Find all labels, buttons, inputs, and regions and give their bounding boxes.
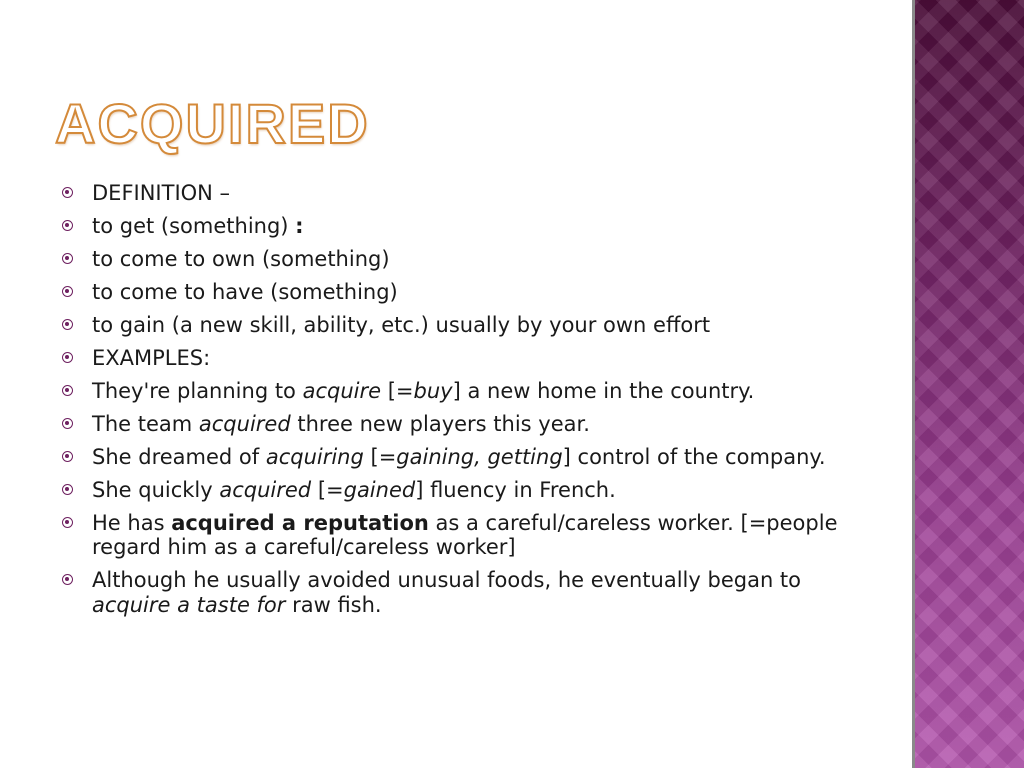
bullet-text-segment: He has (92, 510, 172, 535)
bullet-text-segment: ] control of the company. (562, 444, 826, 469)
bullet-text-segment: gaining, getting (396, 444, 563, 469)
bullet-text-segment: three new players this year. (290, 411, 590, 436)
bullet-item (60, 280, 860, 305)
circled-dot-icon (62, 286, 73, 297)
bullet-text-segment: She dreamed of (92, 444, 266, 469)
circled-dot-icon (62, 352, 73, 363)
bullet-text-segment: The team (92, 411, 199, 436)
circled-dot-icon (62, 220, 73, 231)
decorative-side-band (912, 0, 1024, 768)
bullet-item (60, 181, 860, 206)
bullet-text-segment: : (295, 214, 304, 238)
bullet-item (60, 445, 860, 470)
bullet-text-segment: [= (311, 477, 344, 502)
bullet-item (60, 346, 860, 371)
bullet-text-segment: ] a new home in the country. (452, 378, 755, 403)
bullet-text-segment: acquire (302, 378, 382, 403)
bullet-text-segment: acquired a reputation (171, 510, 429, 535)
circled-dot-icon (62, 484, 73, 495)
bullet-text-segment: raw fish. (285, 592, 382, 617)
circled-dot-icon (62, 451, 73, 462)
bullet-item (60, 412, 860, 437)
bullet-text-segment: acquiring (265, 444, 364, 469)
circled-dot-icon (62, 418, 73, 429)
bullet-item (60, 511, 860, 560)
bullet-text-segment: They're planning to (92, 378, 303, 403)
bullet-text-segment: [= (363, 444, 397, 469)
circled-dot-icon (62, 385, 73, 396)
bullet-item (60, 313, 860, 338)
bullet-text-segment: EXAMPLES: (92, 345, 211, 370)
circled-dot-icon (62, 517, 73, 528)
circled-dot-icon (62, 574, 73, 585)
bullet-text-segment: DEFINITION – (92, 181, 231, 205)
bullet-text-segment: acquired (198, 411, 291, 436)
bullet-text-segment: as a careful/careless worker. [=people regard him as a careful/careless worker] (92, 510, 838, 559)
bullet-text-segment: ] fluency in French. (415, 477, 616, 502)
circled-dot-icon (62, 253, 73, 264)
bullet-text-segment: She quickly (92, 477, 220, 502)
slide-title: ACQUIRED (55, 92, 370, 155)
bullet-text-segment: Although he usually avoided unusual foods, he eventually began to (92, 568, 802, 592)
bullet-text-segment: to gain (a new skill, ability, etc.) usually by your own effort (92, 313, 711, 337)
bullet-item (60, 379, 860, 404)
bullet-text-segment: to come to have (something) (92, 280, 398, 304)
bullet-text-segment: to come to own (something) (92, 247, 390, 271)
bullet-item (60, 247, 860, 272)
bullet-text-segment: buy (413, 378, 453, 403)
bullet-text-segment: [= (381, 378, 414, 403)
bullet-text-segment: to get (something) (92, 214, 296, 238)
circled-dot-icon (62, 319, 73, 330)
bullet-text-segment: acquire a taste for (92, 592, 286, 617)
bullet-text-segment: gained (343, 477, 416, 502)
side-band-edge (912, 0, 915, 768)
bullet-item (60, 214, 860, 239)
bullet-text-segment: acquired (219, 477, 312, 502)
bullet-list (60, 181, 860, 626)
circled-dot-icon (62, 187, 73, 198)
bullet-item (60, 478, 860, 503)
bullet-item (60, 568, 860, 617)
